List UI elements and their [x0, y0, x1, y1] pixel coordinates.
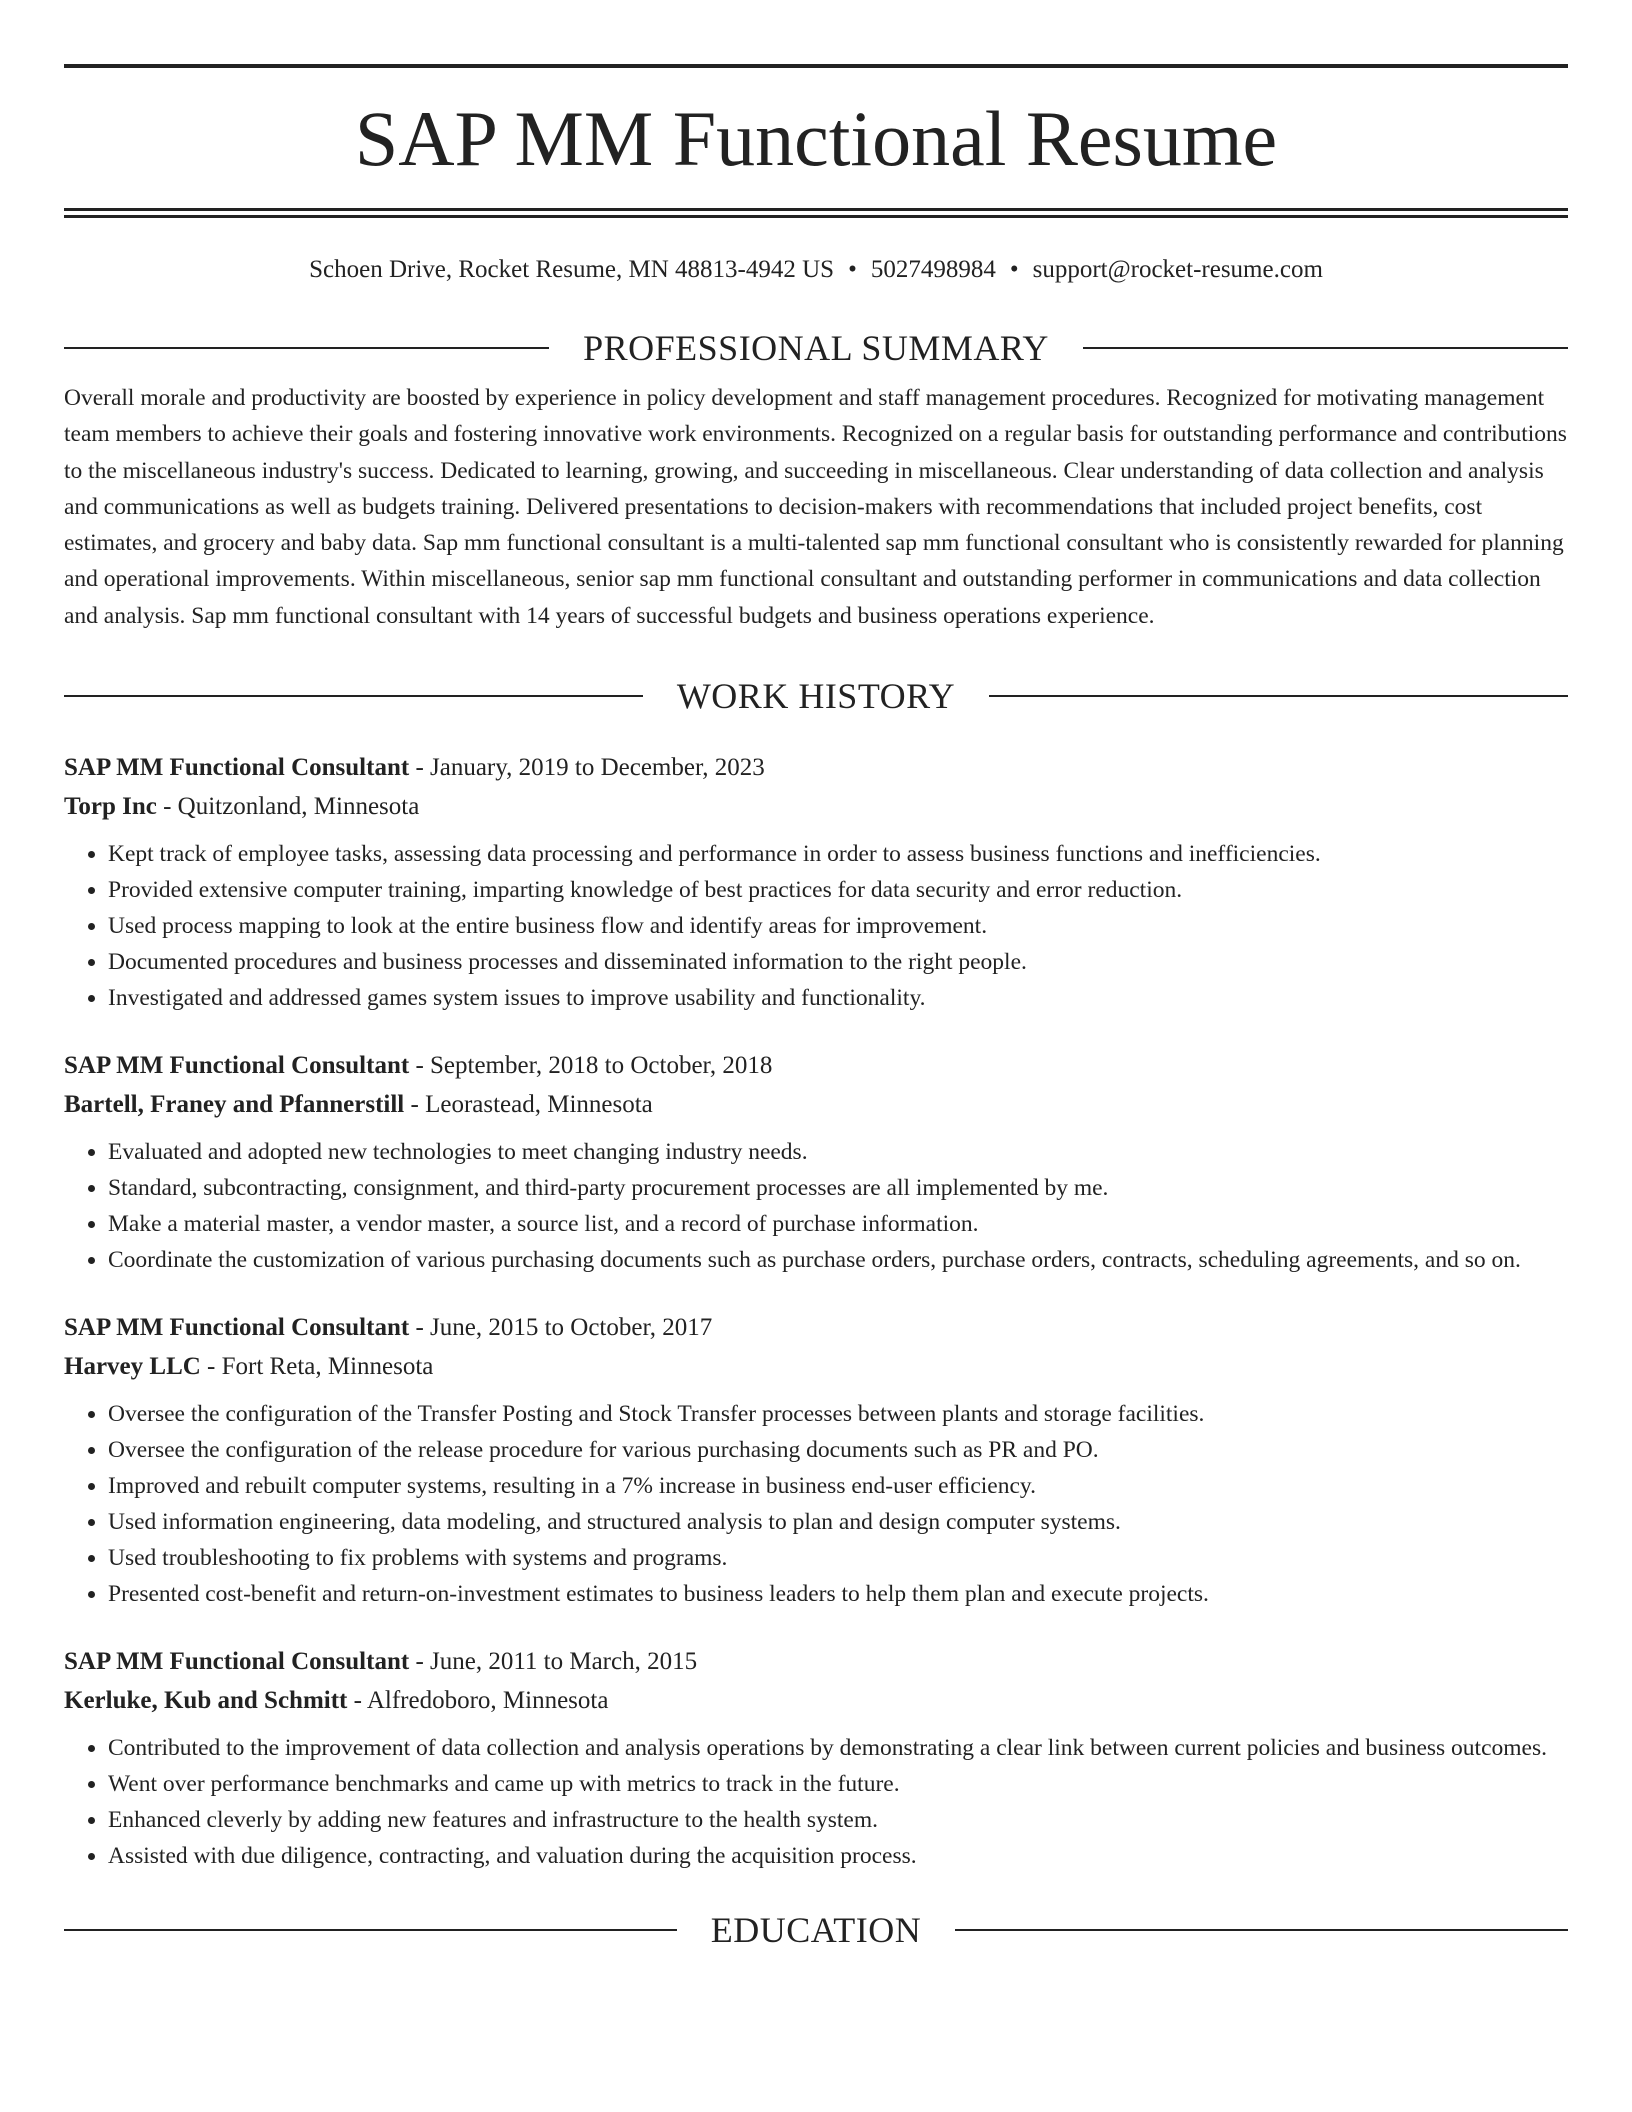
- section-title: PROFESSIONAL SUMMARY: [583, 328, 1049, 368]
- job-location: - Alfredoboro, Minnesota: [347, 1687, 609, 1715]
- duty-item: • Make a material master, a vendor master, a source list, and a record of purchase information.: [108, 1206, 1568, 1242]
- job-company: Kerluke, Kub and Schmitt: [64, 1687, 348, 1715]
- title-double-rule: [64, 208, 1568, 218]
- contact-separator: •: [848, 256, 857, 283]
- work-history-list: [64, 748, 1568, 1874]
- duty-item: • Presented cost-benefit and return-on-investment estimates to business leaders to help them plan and execute projects.: [108, 1576, 1568, 1612]
- duty-item: • Documented procedures and business processes and disseminated information to the right people.: [108, 944, 1568, 980]
- duty-item: • Used process mapping to look at the entire business flow and identify areas for improvement.: [108, 908, 1568, 944]
- job-dates: - June, 2015 to October, 2017: [409, 1314, 713, 1342]
- job-duties: [64, 1134, 1568, 1278]
- duty-item: • Provided extensive computer training, imparting knowledge of best practices for data security and error reduction.: [108, 872, 1568, 908]
- job-company-line: [64, 1347, 1568, 1386]
- job-entry: [64, 1642, 1568, 1874]
- duty-item: • Oversee the configuration of the Transfer Posting and Stock Transfer processes between plants and storage facilities.: [108, 1396, 1568, 1432]
- job-company-line: [64, 1681, 1568, 1720]
- job-dates: - January, 2019 to December, 2023: [409, 754, 765, 782]
- section-heading-education: [64, 1908, 1568, 1952]
- job-entry: [64, 748, 1568, 1016]
- duty-item: • Oversee the configuration of the release procedure for various purchasing documents such as PR and PO.: [108, 1432, 1568, 1468]
- job-title: SAP MM Functional Consultant: [64, 754, 410, 782]
- duty-item: • Assisted with due diligence, contracting, and valuation during the acquisition process.: [108, 1838, 1568, 1874]
- job-entry: [64, 1046, 1568, 1278]
- duty-item: • Used troubleshooting to fix problems with systems and programs.: [108, 1540, 1568, 1576]
- job-location: - Leorastead, Minnesota: [404, 1091, 653, 1119]
- contact-phone: 5027498984: [870, 256, 996, 283]
- duty-item: • Investigated and addressed games system issues to improve usability and functionality.: [108, 980, 1568, 1016]
- duty-item: • Kept track of employee tasks, assessing data processing and performance in order to assess business functions and inefficiencies.: [108, 836, 1568, 872]
- heading-rule-right: [989, 695, 1568, 697]
- job-company-line: [64, 1085, 1568, 1124]
- resume-title: SAP MM Functional Resume: [354, 95, 1278, 182]
- duty-item: • Evaluated and adopted new technologies to meet changing industry needs.: [108, 1134, 1568, 1170]
- duty-item: • Used information engineering, data modeling, and structured analysis to plan and design computer systems.: [108, 1504, 1568, 1540]
- duty-item: • Standard, subcontracting, consignment, and third-party procurement processes are all implemented by me.: [108, 1170, 1568, 1206]
- heading-rule-left: [64, 347, 549, 349]
- job-company-line: [64, 787, 1568, 826]
- job-dates: - June, 2011 to March, 2015: [409, 1648, 698, 1676]
- job-title: SAP MM Functional Consultant: [64, 1648, 410, 1676]
- duty-item: • Contributed to the improvement of data collection and analysis operations by demonstrating a clear link between current policies and business outcomes.: [108, 1730, 1568, 1766]
- job-location: - Quitzonland, Minnesota: [156, 793, 420, 821]
- job-title: SAP MM Functional Consultant: [64, 1314, 410, 1342]
- section-heading-work-history: [64, 674, 1568, 718]
- job-duties: [64, 836, 1568, 1016]
- section-title: EDUCATION: [710, 1910, 922, 1951]
- contact-line: [64, 254, 1568, 286]
- job-title-line: [64, 1642, 1568, 1681]
- job-company: Harvey LLC: [64, 1353, 201, 1381]
- duty-item: • Enhanced cleverly by adding new features and infrastructure to the health system.: [108, 1802, 1568, 1838]
- heading-rule-left: [64, 1929, 677, 1931]
- section-title: WORK HISTORY: [676, 676, 956, 717]
- section-heading-summary: [64, 326, 1568, 370]
- job-location: - Fort Reta, Minnesota: [200, 1353, 434, 1381]
- job-company: Torp Inc: [64, 793, 157, 821]
- job-title: SAP MM Functional Consultant: [64, 1052, 410, 1080]
- job-title-line: [64, 1308, 1568, 1347]
- job-title-line: [64, 748, 1568, 787]
- heading-rule-left: [64, 695, 643, 697]
- job-entry: [64, 1308, 1568, 1612]
- duty-item: • Improved and rebuilt computer systems, resulting in a 7% increase in business end-user efficiency.: [108, 1468, 1568, 1504]
- duty-item: • Coordinate the customization of various purchasing documents such as purchase orders, purchase orders, contracts, scheduling agreements, and so on.: [108, 1242, 1568, 1278]
- contact-address: Schoen Drive, Rocket Resume, MN 48813-4942 US: [309, 256, 835, 283]
- contact-email: support@rocket-resume.com: [1032, 256, 1323, 283]
- job-duties: [64, 1396, 1568, 1612]
- heading-rule-right: [955, 1929, 1568, 1931]
- job-title-line: [64, 1046, 1568, 1085]
- heading-rule-right: [1083, 347, 1568, 349]
- job-dates: - September, 2018 to October, 2018: [409, 1052, 773, 1080]
- duty-item: • Went over performance benchmarks and came up with metrics to track in the future.: [108, 1766, 1568, 1802]
- summary-paragraph: Overall morale and productivity are boosted by experience in policy development and staff management procedures. Recognized for motivating management team members to achieve their goals and fostering innovative work environments. Recognized on a regular basis for outstanding performance and contributions to the miscellaneous industry's success. Dedicated to learning, growing, and succeeding in miscellaneous. Clear understanding of data collection and analysis and communications as well as budgets training. Delivered presentations to decision-makers with recommendations that included project benefits, cost estimates, and grocery and baby data. Sap mm functional consultant is a multi-talented sap mm functional consultant who is consistently rewarded for planning and operational improvements. Within miscellaneous, senior sap mm functional consultant and outstanding performer in communications and data collection and analysis. Sap mm functional consultant with 14 years of successful budgets and business operations experience.: [64, 385, 1567, 629]
- contact-separator: •: [1009, 256, 1019, 283]
- job-company: Bartell, Franey and Pfannerstill: [64, 1091, 405, 1119]
- job-duties: [64, 1730, 1568, 1874]
